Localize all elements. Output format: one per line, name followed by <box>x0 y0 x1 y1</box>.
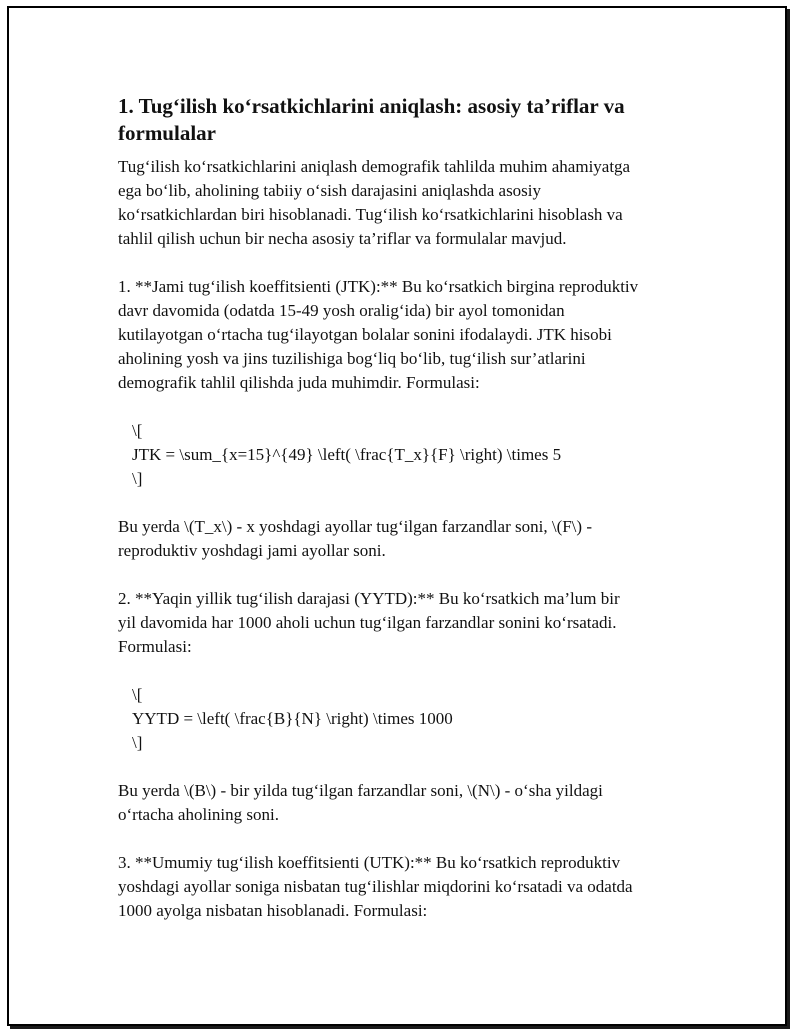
section-heading: 1. Tug‘ilish ko‘rsatkichlarini aniqlash: asosiy ta’riflar va formulalar <box>118 94 625 145</box>
document-body <box>118 93 688 947</box>
item-3-text: 3. **Umumiy tug‘ilish koeffitsienti (UTK):** Bu ko‘rsatkich reproduktiv yoshdagi ayollar soniga nisbatan tug‘ilishlar miqdorini ko‘rsatadi va odatda 1000 ayolga nisbatan hisoblanadi. Formulasi: <box>118 853 633 920</box>
item-2-formula: \[ YYTD = \left( \frac{B}{N} \right) \times 1000 \] <box>132 685 453 752</box>
item-1-text: 1. **Jami tug‘ilish koeffitsienti (JTK):** Bu ko‘rsatkich birgina reproduktiv davr davomida (odatda 15-49 yosh oralig‘ida) bir ayol tomonidan kutilayotgan o‘rtacha tug‘ilayotgan bolalar sonini ifodalaydi. JTK hisobi aholining yosh va jins tuzilishiga bog‘liq bo‘lib, tug‘ilish sur’atlarini demografik tahlil qilishda juda muhimdir. Formulasi: <box>118 277 639 392</box>
item-1-explanation: Bu yerda \(T_x\) - x yoshdagi ayollar tug‘ilgan farzandlar soni, \(F\) - reproduktiv yoshdagi jami ayollar soni. <box>118 517 592 560</box>
item-1-formula: \[ JTK = \sum_{x=15}^{49} \left( \frac{T_x}{F} \right) \times 5 \] <box>132 421 562 488</box>
item-2-explanation: Bu yerda \(B\) - bir yilda tug‘ilgan farzandlar soni, \(N\) - o‘sha yildagi o‘rtacha aholining soni. <box>118 781 603 824</box>
item-2-text: 2. **Yaqin yillik tug‘ilish darajasi (YYTD):** Bu ko‘rsatkich ma’lum bir yil davomida har 1000 aholi uchun tug‘ilgan farzandlar sonini ko‘rsatadi. Formulasi: <box>118 589 620 656</box>
intro-paragraph: Tug‘ilish ko‘rsatkichlarini aniqlash demografik tahlilda muhim ahamiyatga ega bo‘lib, aholining tabiiy o‘sish darajasini aniqlashda asosiy ko‘rsatkichlardan biri hisoblanadi. Tug‘ilish ko‘rsatkichlarini hisoblash va tahlil qilish uchun bir necha asosiy ta’riflar va formulalar mavjud. <box>118 157 631 248</box>
